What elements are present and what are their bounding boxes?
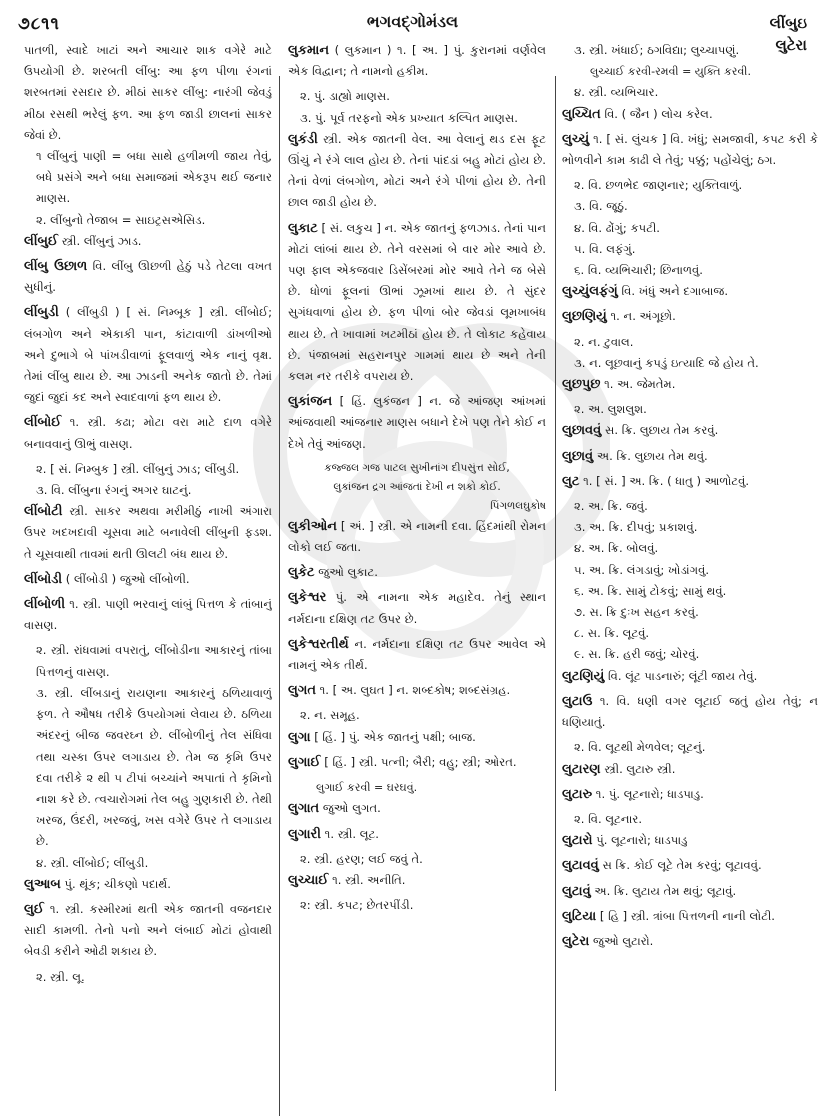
definition: [ હિં. લુકંજન ] ન. જે આંજણ આંખમાં આંજવાથી આંજનાર માણસ બધાને દેખે પણ તેને કોઈ ન દેખે તેવું આંજણ.: [288, 394, 546, 451]
sub-sense: ૨. ન. ટુવાલ.: [574, 334, 634, 349]
dictionary-entry: [24, 256, 272, 298]
definition: પું. લૂટનારો; ધાડપાડુ: [596, 833, 688, 848]
definition: વિ. લીંબુ ઊછળી હેઠું પડે તેટલા વખત સુધીનું.: [24, 259, 272, 295]
dictionary-entry: [562, 666, 818, 687]
definition: સ્ત્રી. લુટારુ સ્ત્રી.: [604, 761, 676, 776]
dictionary-entry: [288, 562, 546, 583]
definition: ( લીંબુડી ) [ સં. નિમ્બૂક ] સ્ત્રી. લીંબોઈ; લંબગોળ અને એકાકી પાન, કાંટાવાળી ડાંખળીઓ અને દુભાગે બે પાંખડીવાળાં ફૂલવાળું એક નાનું વૃક્ષ. તેમાં લીંબુ થાય છે. આ ઝાડની અનેક જાતો છે. તેમાં જુદાં જુદાં કદ અને સ્વાદવાળાં ફળ થાય છે.: [24, 305, 272, 405]
definition: ૧. [ અ. લુઘત ] ન. શબ્દકોષ; શબ્દસંગ્રહ.: [319, 683, 511, 698]
sub-sense: ૨. ન. સમૂહ.: [300, 708, 360, 723]
headword: લુકેટ: [288, 565, 315, 581]
definition: વિ. ખંધું અને દગાબાજ.: [621, 284, 729, 299]
dictionary-entry: [288, 391, 546, 455]
page-number: ૭૮૧૧: [18, 14, 60, 34]
dictionary-entry: [562, 281, 818, 302]
definition: સ્ત્રી. એક જાતની વેલ. આ વેલાનું થડ દસ ફૂટ ઊંચું ને રંગે લાલ હોય છે. તેનાં પાંદડાં બહુ મોટાં હોય છે. તેનાં વેળાં લંબગોળ, મોટાં અને રંગે પીળાં હોય છે. તેની છાલ જાડી હોય છે.: [288, 131, 546, 210]
column-left: [24, 40, 272, 1080]
headword: લીંબુ ઉછાળ: [24, 259, 88, 275]
headword: લુગાત: [288, 801, 320, 817]
headword: લુઆબ: [24, 876, 61, 892]
headword: લીંબુડી: [24, 305, 59, 321]
dictionary-entry: [562, 420, 818, 441]
headword: લુગત: [288, 683, 316, 699]
definition: સ. ક્રિ. લુછાય તેમ કરવું.: [604, 423, 719, 438]
sub-sense: ૩. અ. ક્રિ. દીપવું; પ્રકાશવું.: [574, 520, 698, 535]
definition: ન. નર્મદાના દક્ષિણ તટ ઉપર આવેલ એ નામનું એક તીર્થ.: [288, 636, 546, 673]
dictionary-entry: [562, 691, 818, 733]
sub-sense: ૩. પું. પૂર્વ તરફનો એક પ્રખ્યાત કલ્પિત માણસ.: [300, 110, 518, 125]
definition: [ હિં. ] પું. એક જાતનું પક્ષી; બાજ.: [314, 729, 476, 744]
dictionary-entry: [562, 104, 818, 125]
sub-sense: ૨. વિ. લૂટનાર.: [574, 811, 643, 826]
dictionary-entry: [288, 634, 546, 676]
dictionary-entry: [562, 471, 818, 492]
headword: લુટેરા: [562, 933, 590, 949]
dictionary-entry: [288, 40, 546, 82]
definition: ( લુકમાન ) ૧. [ અ. ] પું. કુરાનમાં વર્ણવેલ એક વિદ્વાન; તે નામનો હકીમ.: [288, 43, 546, 79]
headword: લુટાઉ: [562, 693, 593, 709]
dictionary-entry: [24, 569, 272, 590]
definition: અ. ક્રિ. લુટાય તેમ થવું; લૂટાવું.: [594, 883, 737, 898]
headword: લુટિયા: [562, 908, 597, 924]
headword: લુગા: [288, 729, 311, 745]
definition: સ્ત્રી. સાકર અથવા મરીમીઠું નાખી અંગારા ઉપર ખદખદાવી ચૂસવા માટે બનાવેલી લીંબુની ફડશ. તે ચૂસવાથી તાવમાં થતી ઊલટી બંધ થાય છે.: [24, 504, 272, 561]
column-divider: [555, 76, 556, 1091]
headword: લુટાવું: [562, 883, 591, 899]
headword: લુચ્ચુંલફંગું: [562, 284, 618, 300]
sub-sense: ૨. વિ. લૂટથી મેળવેલ; લૂટનું.: [574, 740, 706, 755]
sub-sense: ૨. [ સં. નિમ્બુક ] સ્ત્રી. લીંબુનું ઝાડ; લીંબુડી.: [36, 461, 240, 476]
headword: લુચ્ચાઈ: [288, 872, 329, 888]
definition: ૧. પું. લૂટનારો; ધાડપાડુ.: [595, 786, 704, 801]
sub-sense: ૩. ન. લૂછવાનું કપડું ઇત્યાદિ જે હોય તે.: [574, 355, 759, 370]
headword: લુટાવવું: [562, 858, 599, 874]
sub-sense: ૧ લીંબુનું પાણી = બધા સાથે હળીમળી જાય તેવું, બધે પ્રસંગે અને બધા સમાજમાં એકરૂપ થઈ જનાર માણસ.: [36, 149, 272, 206]
headword: લીંબોઈ: [24, 415, 62, 431]
definition: ૧. સ્ત્રી. લૂટ.: [324, 826, 379, 841]
dictionary-entry: [562, 306, 818, 327]
dictionary-entry: [288, 218, 546, 388]
dictionary-entry: [288, 587, 546, 629]
headword: લુછાવું: [562, 448, 594, 464]
book-title: ભગવદ્ગોમંડલ: [366, 12, 459, 31]
sub-sense: ૨: સ્ત્રી. કપટ; છેતરપીંડી.: [300, 898, 414, 913]
definition: સ ક્રિ. કોઈ લૂટે તેમ કરવું; લૂટાવવું.: [602, 858, 762, 873]
headword: લીંબોટી: [24, 504, 63, 520]
headword: લીંબોળી: [24, 597, 66, 613]
sub-sense: ૫. અ. ક્રિ. લંગડાવું; ખોડાંગવું.: [574, 562, 710, 577]
definition: ૧. સ્ત્રી. કઢા; મોટા વરા માટે દાળ વગેરે બનાવવાનું ઊભું વાસણ.: [24, 415, 272, 451]
definition: વિ. લૂંટ પાડનારું; લૂંટી જાય તેવું.: [608, 668, 758, 683]
headword: લુકેશ્વર: [288, 590, 327, 606]
definition: પું. એ નામના એક મહાદેવ. તેનું સ્થાન નર્મદાના દક્ષિણ તટ ઉપર છે.: [288, 590, 546, 626]
sub-sense: ૩. સ્ત્રી. ખંધાઈ; ઠગવિદ્યા; લુચ્ચાપણું.: [574, 43, 740, 57]
quote-source: પિંગળલઘુકોષ: [490, 499, 546, 512]
idiom-phrase: લુચ્ચાઈ કરવી-રમવી = યુક્તિ કરવી.: [590, 65, 751, 79]
definition: [ હિં. ] સ્ત્રી. પત્ની; બૈરી; વહુ; સ્ત્રી; ઓરત.: [324, 754, 517, 769]
sub-sense: ૪. વિ. ઢોંગું; કપટી.: [574, 220, 660, 235]
column-middle: [288, 40, 546, 1080]
continued-text: પાતળી, સ્વાદે ખાટાં અને આચાર શાક વગેરે માટે ઉપયોગી છે. શરબતી લીંબુ: આ ફળ પીળા રંગનાં શરબતમાં રસદાર છે. મીઠાં સાકર લીંબુ: નારંગી જેવડું મીઠા રસથી ભરેલું ફળ. આ ફળ જાડી છાલનાં સાકર જેવાં છે.: [24, 43, 272, 142]
headword: લુકમાન: [288, 43, 330, 58]
headword: લુકેશ્વરતીર્થ: [288, 636, 349, 652]
definition: ( લીંબોડી ) જુઓ લીંબોળી.: [65, 571, 190, 586]
dictionary-columns: [10, 40, 818, 1090]
sub-sense: ૨. અ. ક્રિ. જવું.: [574, 499, 648, 514]
headword: લુછપુછ: [562, 377, 601, 393]
dictionary-entry: [288, 798, 546, 819]
headword: લુકીઓન: [288, 518, 337, 534]
definition: [ અં. ] સ્ત્રી. એ નામની દવા. હિંદમાંથી રોમન લોકો લઈ જતા.: [288, 518, 546, 555]
dictionary-entry: [24, 412, 272, 454]
sub-sense: ૨. અ. લુશલુશ.: [574, 402, 647, 417]
dictionary-entry: [24, 231, 272, 252]
sub-sense: ૨. પું. ડાહ્યો માણસ.: [300, 89, 390, 104]
dictionary-entry: [562, 931, 818, 952]
definition: [ સં. લકુચ ] ન. એક જાતનું ફળઝાડ. તેનાં પાન મોટાં લાંબાં થાય છે. તેને વરસમાં બે વાર મોર આવે છે. પણ ફાલ એકજવાર ડિસેંબરમાં મોર આવે તેને જ બેસે છે. ધોળાં ફૂલનાં ઊભાં ઝૂમખાં થાય છે. તે સુંદર સુગંધવાળાં હોય છે. ફળ પીળાં બોર જેવડાં લૂમખાબંધ થાય છે. તે ખાવામાં ખટમીઠાં હોય છે. તે લોકાટ કહેવાય છે. પંજાબમાં સહરાનપુર ગામમાં થાય છે અને તેની કલમ નર તરીકે વપરાય છે.: [288, 220, 546, 384]
quote-line: લુકાંજન દ્રગ આંજતાં દેખી ન શકો કોઈ.: [333, 480, 501, 493]
definition: ૧. સ્ત્રી. અનીતિ.: [332, 872, 406, 887]
definition: ૧. ન. અંગૂછો.: [610, 309, 676, 324]
sub-sense: ૨. સ્ત્રી. લૂ.: [36, 969, 85, 984]
sub-sense: ૪. સ્ત્રી. લીંબોઈ; લીંબુડી.: [36, 855, 149, 870]
definition: ૧. અ. જેમતેમ.: [604, 377, 676, 392]
sub-sense: ૫. વિ. લફંગું.: [574, 241, 636, 256]
dictionary-entry: [562, 881, 818, 902]
dictionary-entry: [288, 680, 546, 701]
definition: [ હિ ] સ્ત્રી. ત્રાંબા પિત્તળની નાની લોટી.: [599, 908, 775, 923]
sub-sense: ૩. સ્ત્રી. લીંબડાનું રાયણના આકારનું ઠળિયાવાળું ફળ. તે ઔષધ તરીકે ઉપયોગમાં લેવાય છે. ઠળિયા અંદરનું બીજ જવરઘ્ન છે. લીંબોળીનું તેલ સંધિવા તથા ચસ્કા ઉપર લગાડાય છે. તેમ જ કૃમિ ઉપર દવા તરીકે ૨ થી ૫ ટીપાં બચ્ચાંને અપાતાં તે કૃમિનો નાશ કરે છે. ત્વચારોગમાં તેલ બહુ ગુણકારી છે. તેથી ખરજ, ઉંદરી, ખરજવું, ખસ વગેરે ઉપર તે લગાડાય છે.: [36, 685, 272, 849]
headword: લુટારણ: [562, 761, 601, 777]
dictionary-entry: [24, 302, 272, 408]
headword: લીંબોડી: [24, 571, 63, 587]
dictionary-entry: [562, 129, 818, 171]
quote-line: કજ્જલ ગજ પાટલ સુખીનાંગ દીપસુંત્ત સોઈ,: [324, 461, 510, 474]
headword: લુછાવવું: [562, 423, 602, 439]
definition: સ્ત્રી. લીંબુનું ઝાડ.: [61, 233, 142, 248]
definition: ૧. સ્ત્રી. કસ્મીરમાં થતી એક જાતની વજનદાર સાદી કામળી. તેનો પનો અને લંબાઈ મોટાં હોવાથી બેવડી કરીને ઓઢી શકાય છે.: [24, 901, 272, 959]
dictionary-entry: [562, 855, 818, 876]
definition: ૧. [ સં. ] અ. ક્રિ. ( ધાતુ ) આળોટવું.: [583, 473, 750, 488]
sub-sense: ૨. લીંબુનો તેજાબ = સાઇટ્રસએસિડ.: [36, 212, 206, 227]
dictionary-entry: [24, 594, 272, 636]
dictionary-entry: [288, 129, 546, 214]
sub-sense: ૪. અ. ક્રિ. બોલવું.: [574, 541, 659, 556]
definition: જુઓ લુગત.: [322, 801, 381, 816]
headword: લુચ્ચું: [562, 131, 590, 147]
sub-sense: ૩. વિ. જૂઠું.: [574, 199, 628, 214]
headword: લુગારી: [288, 826, 321, 842]
headword: લુકાટ: [288, 220, 318, 236]
sub-sense: ૨. વિ. છળભેદ જાણનાર; યુક્તિવાળું.: [574, 178, 743, 193]
dictionary-entry: [24, 501, 272, 565]
dictionary-entry: [288, 727, 546, 748]
idiom-phrase: લુગાઈ કરવી = ઘરઘવું.: [316, 781, 418, 795]
definition: પું. થૂંક; ચીકણો પદાર્થ.: [64, 876, 171, 891]
definition: ૧. વિ. ધણી વગર લૂટાઈ જતું હોય તેવું; ન ધણિયાતું.: [562, 693, 818, 730]
dictionary-entry: [288, 516, 546, 558]
dictionary-entry: [562, 906, 818, 927]
dictionary-entry: [24, 899, 272, 963]
dictionary-entry: [562, 784, 818, 805]
dictionary-entry: [288, 824, 546, 845]
headword: લુગાઈ: [288, 754, 321, 770]
headword: લુટ: [562, 473, 580, 489]
headword: લુકાંજન: [288, 394, 333, 410]
dictionary-entry: [288, 870, 546, 891]
definition: ૧. [ સં. લુંચક ] વિ. ખંધું; સમજાવી, કપટ કરી કે ભોળવીને કામ કાઢી લે તેવું; પક્કું; પહોંચેલું; ઠગ.: [562, 131, 818, 168]
definition: વિ. ( જૈન ) લોચ કરેલ.: [604, 106, 713, 121]
column-right: [562, 40, 818, 1080]
dictionary-entry: [24, 874, 272, 895]
citation-quote: [288, 459, 546, 516]
definition: જુઓ લુકાટ.: [318, 565, 378, 580]
headword: લુચ્ચિત: [562, 106, 601, 122]
headword: લુકંડી: [288, 131, 318, 147]
sub-sense: ૯. સ. ક્રિ. હરી જવું; ચોરવું.: [574, 647, 700, 662]
sub-sense: ૮. સ. ક્રિ. લૂટવું.: [574, 626, 650, 641]
headword: લુટણિયું: [562, 668, 605, 684]
dictionary-entry: [288, 752, 546, 773]
sub-sense: ૬. વિ. વ્યભિચારી; છિનાળવું.: [574, 263, 703, 278]
definition: ૧. સ્ત્રી. પાણી ભરવાનું લાંબું પિત્તળ કે તાંબાનું વાસણ.: [24, 597, 272, 633]
sub-sense: ૬. અ. ક્રિ. સામું ટોકવું; સામું થવું.: [574, 583, 727, 598]
sub-sense: ૪. સ્ત્રી. વ્યભિચાર.: [574, 85, 659, 100]
dictionary-entry: [562, 830, 818, 851]
headword: લુઈ: [24, 901, 44, 917]
dictionary-entry: [562, 446, 818, 467]
dictionary-entry: [562, 374, 818, 395]
headword: લુછણિયું: [562, 309, 607, 325]
sub-sense: ૭. સ. ક્રિ દુઃખ સહન કરવું.: [574, 605, 699, 620]
definition: જુઓ લુટારો.: [593, 933, 654, 948]
headword: લુટારુ: [562, 786, 593, 802]
dictionary-entry: [562, 759, 818, 780]
definition: અ. ક્રિ. લુછાય તેમ થવું.: [596, 448, 708, 463]
sub-sense: ૨. સ્ત્રી. હરણ; લઈ જવું તે.: [300, 851, 423, 866]
guide-word-last: લુટેરા: [775, 36, 807, 54]
column-divider: [279, 76, 280, 1116]
sub-sense: ૩. વિ. લીંબુના રંગનું અગર ઘાટનું.: [36, 483, 192, 498]
guide-word-first: લીંબુઇ: [769, 14, 807, 32]
headword: લીંબુઈ: [24, 233, 59, 249]
headword: લુટારો: [562, 833, 593, 849]
sub-sense: ૨. સ્ત્રી. રાંધવામાં વપરાતું, લીંબોડીના આકારનું તાંબા પિત્તળનું વાસણ.: [36, 643, 272, 679]
